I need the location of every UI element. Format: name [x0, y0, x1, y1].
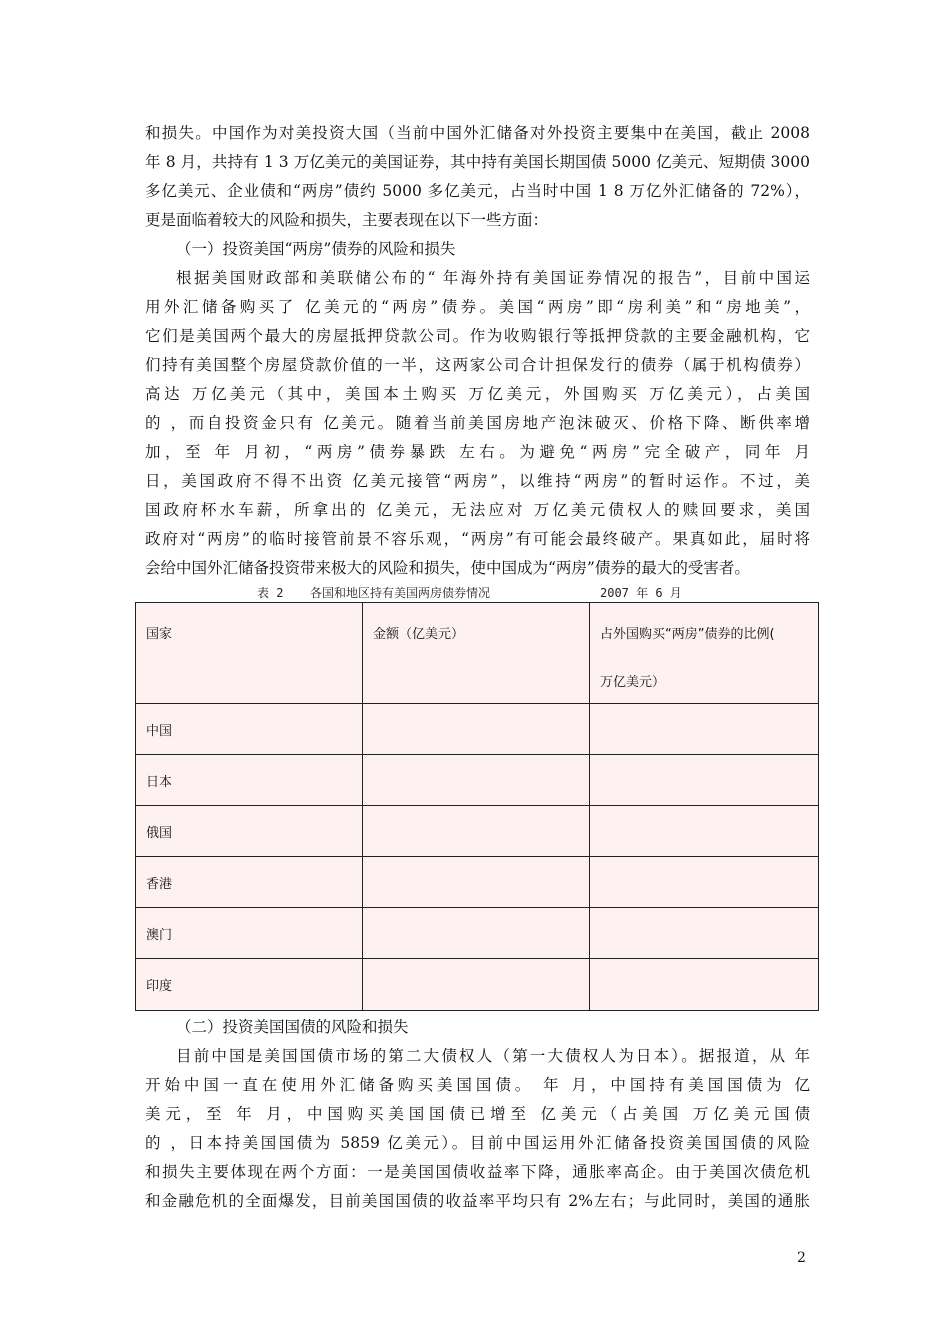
- text-line: 它们是美国两个最大的房屋抵押贷款公司。作为收购银行等抵押贷款的主要金融机构，它: [145, 327, 810, 345]
- table-row: [136, 704, 819, 755]
- text-line: 和损失。中国作为对美投资大国（当前中国外汇储备对外投资主要集中在美国，截止 2008: [145, 124, 810, 142]
- cell-amount: [363, 806, 590, 857]
- cell-ratio: [590, 806, 819, 857]
- cell-country: 日本: [136, 755, 363, 806]
- text-line: 高达 万亿美元（其中，美国本土购买 万亿美元，外国购买 万亿美元），占美国: [145, 385, 810, 403]
- cell-amount: [363, 959, 590, 1011]
- header-ratio-line1: 占外国购买“两房”债券的比例(: [600, 627, 775, 642]
- text-line: 国政府杯水车薪，所拿出的 亿美元，无法应对 万亿美元债权人的赎回要求，美国: [145, 501, 810, 519]
- cell-ratio: [590, 857, 819, 908]
- table-row: [136, 806, 819, 857]
- text-line: 用外汇储备购买了 亿美元的“两房”债券。美国“两房”即“房利美”和“房地美”，: [145, 298, 810, 316]
- cell-ratio: [590, 704, 819, 755]
- header-country: 国家: [136, 603, 363, 704]
- text-line: 年 8 月，共持有 1 3 万亿美元的美国证券，其中持有美国长期国债 5000 亿美元、短期债 3000: [145, 153, 810, 171]
- text-line: 和损失主要体现在两个方面：一是美国国债收益率下降，通胀率高企。由于美国次债危机: [145, 1163, 810, 1181]
- table-header-row: [136, 603, 819, 704]
- header-amount: 金额（亿美元）: [363, 603, 590, 704]
- text-line: 美元，至 年 月，中国购买美国国债已增至 亿美元（占美国 万亿美元国债: [145, 1105, 810, 1123]
- cell-country: 俄国: [136, 806, 363, 857]
- table-caption-date: 2007 年 6 月: [600, 586, 682, 600]
- cell-amount: [363, 908, 590, 959]
- table-row: [136, 908, 819, 959]
- text-line: 的 ，而自投资金只有 亿美元。随着当前美国房地产泡沫破灭、价格下降、断供率增: [145, 414, 810, 432]
- table-row: [136, 959, 819, 1011]
- text-line: 和金融危机的全面爆发，目前美国国债的收益率平均只有 2%左右；与此同时，美国的通胀: [145, 1192, 810, 1210]
- text-line: 多亿美元、企业债和“两房”债约 5000 多亿美元，占当时中国 1 8 万亿外汇储备的 72%），: [145, 182, 810, 200]
- cell-amount: [363, 857, 590, 908]
- text-line: 政府对“两房”的临时接管前景不容乐观，“两房”有可能会最终破产。果真如此，届时将: [145, 530, 810, 548]
- text-line: 目前中国是美国国债市场的第二大债权人（第一大债权人为日本）。据报道，从 年: [176, 1047, 810, 1065]
- text-line: 日，美国政府不得不出资 亿美元接管“两房”，以维持“两房”的暂时运作。不过，美: [145, 472, 810, 490]
- table-caption-title: 各国和地区持有美国两房债券情况: [310, 586, 491, 600]
- cell-country: 澳门: [136, 908, 363, 959]
- table-row: [136, 755, 819, 806]
- text-line: 根据美国财政部和美联储公布的“ 年海外持有美国证券情况的报告”，目前中国运: [176, 269, 810, 287]
- cell-amount: [363, 704, 590, 755]
- cell-ratio: [590, 908, 819, 959]
- bond-holdings-table: [135, 602, 819, 1011]
- header-ratio-line2: 万亿美元）: [600, 675, 666, 690]
- text-line: 的 ，日本持美国国债为 5859 亿美元）。目前中国运用外汇储备投资美国国债的风险: [145, 1134, 810, 1152]
- table-caption-number: 表 2: [257, 586, 284, 600]
- section-heading: （一）投资美国“两房”债券的风险和损失: [176, 240, 456, 258]
- table-row: [136, 857, 819, 908]
- cell-ratio: [590, 755, 819, 806]
- cell-country: 印度: [136, 959, 363, 1011]
- text-line: 们持有美国整个房屋贷款价值的一半，这两家公司合计担保发行的债券（属于机构债券）: [145, 356, 810, 374]
- cell-country: 香港: [136, 857, 363, 908]
- page-number: 2: [797, 1250, 806, 1266]
- cell-ratio: [590, 959, 819, 1011]
- section-heading: （二）投资美国国债的风险和损失: [176, 1018, 409, 1036]
- cell-country: 中国: [136, 704, 363, 755]
- text-line: 会给中国外汇储备投资带来极大的风险和损失，使中国成为“两房”债券的最大的受害者。: [145, 559, 750, 577]
- cell-amount: [363, 755, 590, 806]
- text-line: 开始中国一直在使用外汇储备购买美国国债。 年 月，中国持有美国国债为 亿: [145, 1076, 810, 1094]
- header-ratio: [590, 603, 819, 704]
- text-line: 加，至 年 月初，“两房”债券暴跌 左右。为避免“两房”完全破产，同年 月: [145, 443, 810, 461]
- text-line: 更是面临着较大的风险和损失，主要表现在以下一些方面：: [145, 211, 549, 229]
